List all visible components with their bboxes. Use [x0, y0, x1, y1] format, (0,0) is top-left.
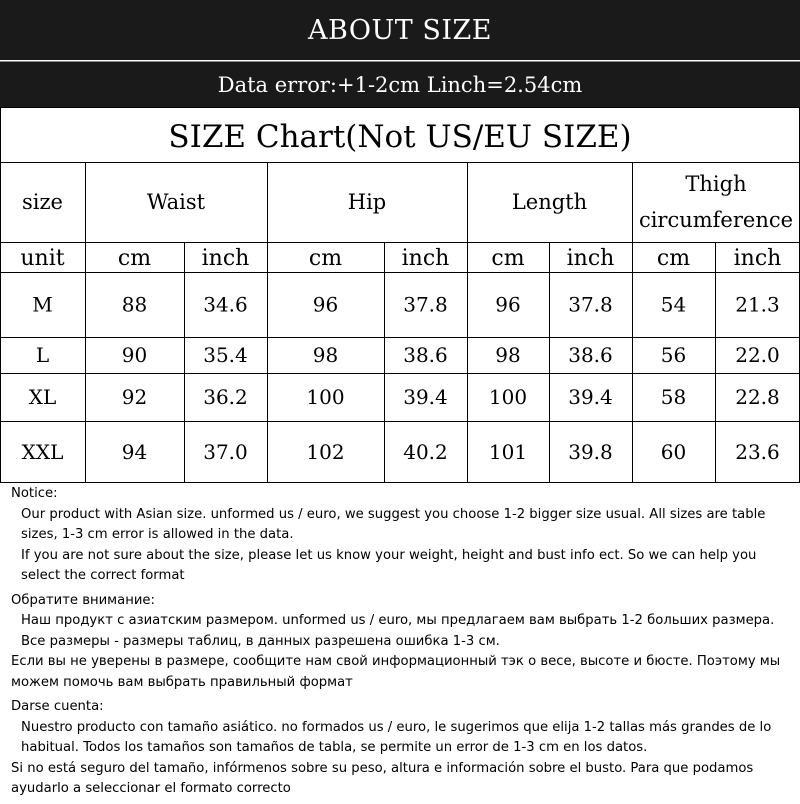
value-cell: 40.2	[403, 440, 448, 464]
notice-paragraph: Если вы не уверены в размере, сообщите нам свой информационный тэк о весе, высоте и бюсте. Поэтому мы можем помочь вам выбрать правильный формат	[11, 654, 781, 690]
value-cell: 38.6	[568, 343, 613, 367]
measure-header: circumference	[638, 208, 794, 232]
value-cell: 92	[121, 385, 148, 409]
unit-cell: inch	[401, 246, 450, 271]
measure-header: Waist	[146, 190, 206, 214]
notice-section	[11, 484, 795, 804]
notice-paragraph: Наш продукт с азиатским размером. unformed us / euro, мы предлагаем вам выбрать 1-2 больших размера. Все размеры - размеры таблиц, в данных разрешена ошибка 1-3 см.	[21, 613, 775, 649]
about-size-banner	[0, 0, 800, 60]
value-cell: 56	[660, 343, 687, 367]
value-cell: 39.8	[568, 440, 613, 464]
value-cell: 88	[121, 292, 148, 317]
value-cell: 34.6	[203, 292, 248, 317]
banner-subtitle: Data error:+1-2cm Linch=2.54cm	[217, 72, 583, 97]
measure-header: Hip	[347, 190, 387, 214]
unit-cell: inch	[201, 246, 250, 271]
table-caption: SIZE Chart(Not US/EU SIZE)	[168, 119, 632, 155]
value-cell: 98	[495, 343, 521, 367]
value-cell: 60	[660, 440, 687, 464]
value-cell: 39.4	[568, 385, 613, 409]
size-cell: XL	[28, 385, 57, 409]
value-cell: 37.8	[403, 292, 448, 317]
size-cell: L	[35, 343, 50, 367]
notice-heading: Darse cuenta:	[11, 699, 104, 714]
measure-header: Thigh	[685, 172, 747, 196]
notice-heading: Notice:	[11, 486, 58, 501]
notice-spanish	[11, 697, 795, 800]
value-cell: 90	[121, 343, 148, 367]
notice-paragraph: Si no está seguro del tamaño, infórmenos sobre su peso, altura e información sobre el busto. Para que podamos ayudarlo a seleccionar el formato correcto	[11, 760, 754, 796]
unit-cell: cm	[491, 246, 525, 271]
unit-cell: inch	[733, 246, 782, 271]
notice-english	[11, 484, 795, 587]
value-cell: 22.8	[735, 385, 780, 409]
unit-cell: inch	[566, 246, 615, 271]
notice-paragraph: If you are not sure about the size, please let us know your weight, height and bust info ect. So we can help you select the correct format	[21, 547, 757, 583]
value-cell: 21.3	[735, 292, 780, 317]
unit-cell: cm	[308, 246, 343, 271]
unit-cell: cm	[117, 246, 152, 271]
value-cell: 58	[660, 385, 687, 409]
value-cell: 94	[121, 440, 148, 464]
value-cell: 39.4	[403, 385, 448, 409]
notice-paragraph: Nuestro producto con tamaño asiático. no formados us / euro, le sugerimos que elija 1-2 tallas más grandes de lo habitual. Todos los tamaños son tamaños de tabla, se permite un error de 1-3 cm en los datos.	[21, 719, 772, 755]
unit-cell: cm	[656, 246, 691, 271]
value-cell: 23.6	[735, 440, 780, 464]
value-cell: 35.4	[203, 343, 248, 367]
value-cell: 100	[488, 385, 528, 409]
value-cell: 36.2	[203, 385, 248, 409]
size-cell: M	[32, 292, 53, 317]
value-cell: 98	[312, 343, 339, 367]
measure-header: Length	[511, 190, 588, 214]
value-cell: 101	[488, 440, 528, 464]
data-error-banner	[0, 61, 800, 107]
value-cell: 96	[312, 292, 339, 317]
size-cell: XXL	[21, 440, 64, 464]
notice-heading: Обратите внимание:	[11, 592, 155, 608]
notice-russian	[11, 591, 795, 694]
value-cell: 37.8	[568, 292, 613, 317]
banner-title: ABOUT SIZE	[308, 14, 492, 46]
value-cell: 37.0	[203, 440, 248, 464]
size-chart-table	[0, 107, 800, 483]
unit-header: unit	[20, 246, 65, 271]
value-cell: 102	[306, 440, 345, 464]
notice-paragraph: Our product with Asian size. unformed us / euro, we suggest you choose 1-2 bigger size usual. All sizes are table sizes, 1-3 cm error is allowed in the data.	[21, 506, 766, 542]
value-cell: 96	[495, 292, 521, 317]
value-cell: 54	[660, 292, 687, 317]
size-header: size	[22, 190, 63, 214]
value-cell: 100	[306, 385, 345, 409]
value-cell: 22.0	[735, 343, 780, 367]
value-cell: 38.6	[403, 343, 448, 367]
